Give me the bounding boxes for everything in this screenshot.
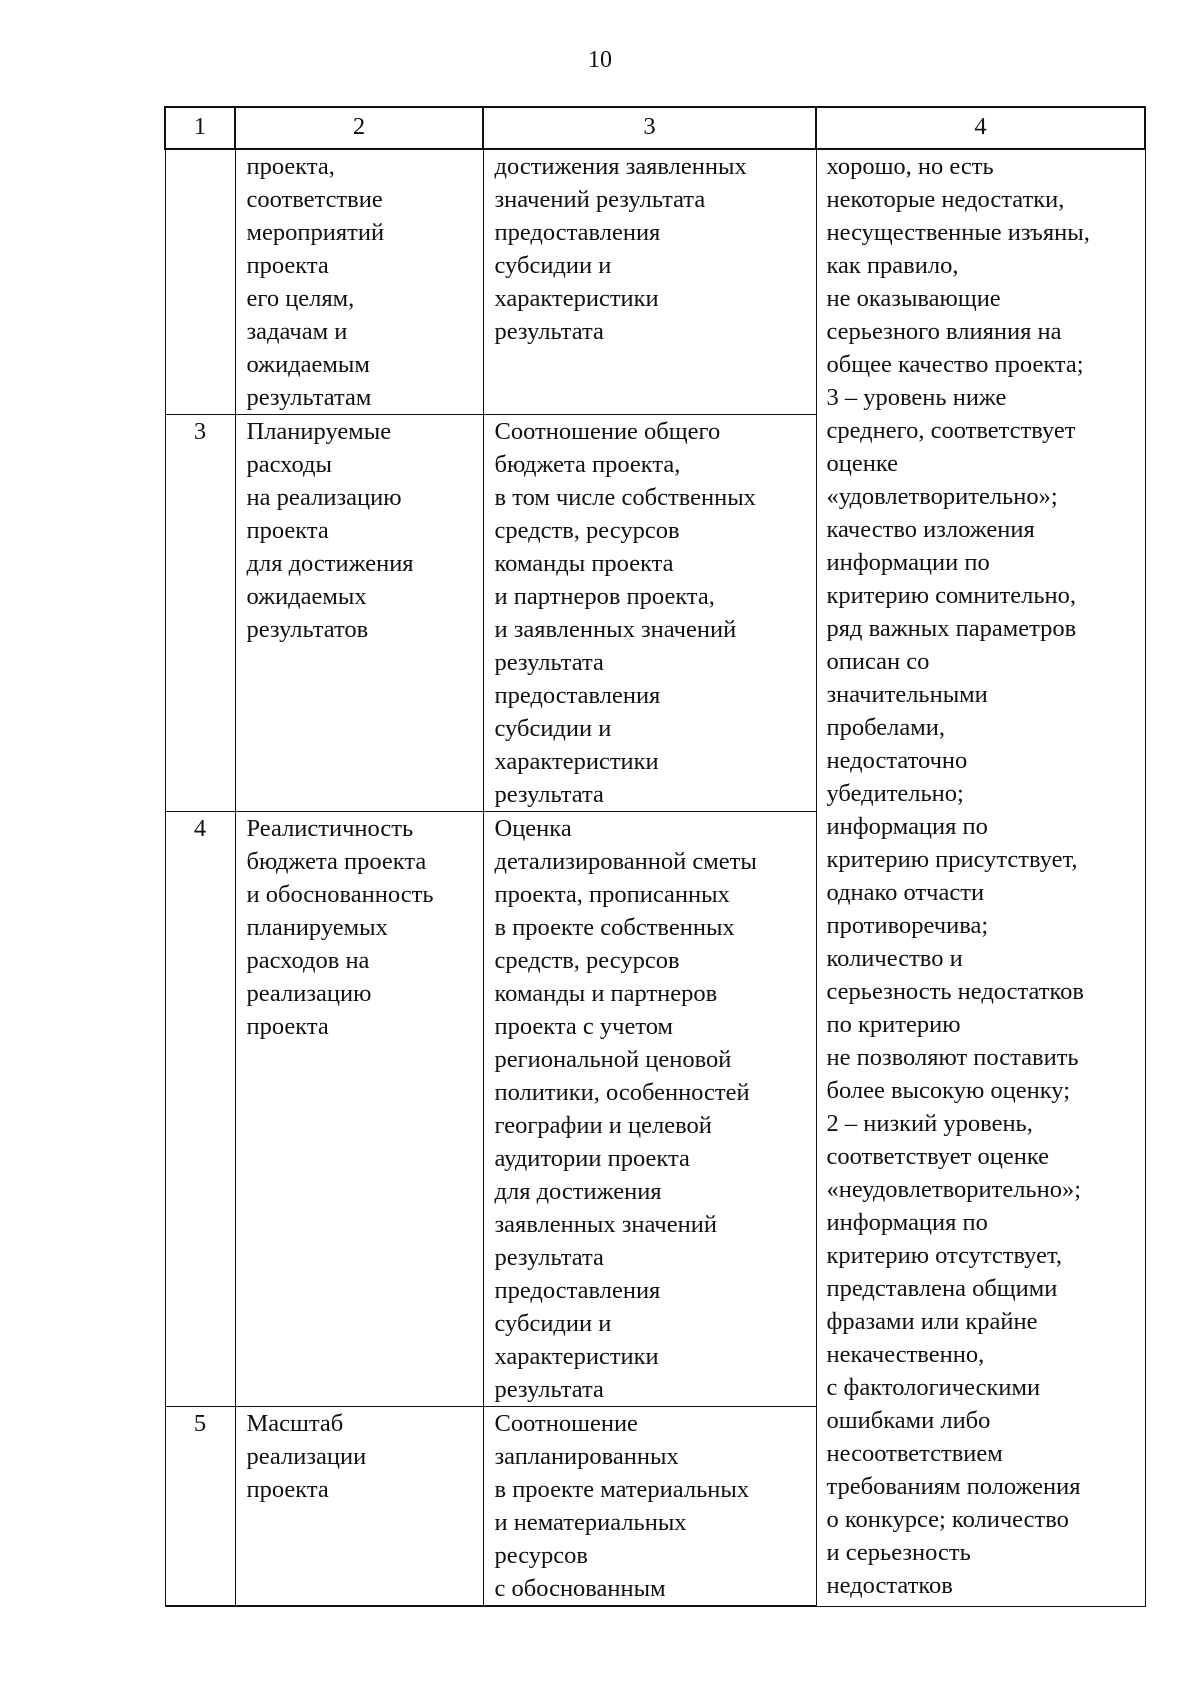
row-number: 5 bbox=[165, 1407, 235, 1607]
header-row bbox=[165, 107, 1145, 149]
header-col-3: 3 bbox=[483, 107, 816, 149]
description-cell: Соотношение общего бюджета проекта, в том числе собственных средств, ресурсов команды проекта и партнеров проекта, и заявленных значений результата предоставления субсидии и характеристики результата bbox=[483, 415, 816, 812]
table-row bbox=[165, 149, 1145, 415]
header-col-4: 4 bbox=[816, 107, 1145, 149]
row-number: 3 bbox=[165, 415, 235, 812]
assessment-cell: хорошо, но есть некоторые недостатки, несущественные изъяны, как правило, не оказывающие серьезного влияния на общее качество проекта; 3 – уровень ниже среднего, соответствует оценке «удовлетворительно»; качество изложения информации по критерию сомнительно, ряд важных параметров описан со значительными пробелами, недостаточно убедительно; информация по критерию присутствует, однако отчасти противоречива; количество и серьезность недостатков по критерию не позволяют поставить более высокую оценку; 2 – низкий уровень, соответствует оценке «неудовлетворительно»; информация по критерию отсутствует, представлена общими фразами или крайне некачественно, с фактологическими ошибками либо несоответствием требованиям положения о конкурсе; количество и серьезность недостатков bbox=[816, 149, 1145, 1606]
table-header bbox=[165, 107, 1145, 149]
header-col-1: 1 bbox=[165, 107, 235, 149]
row-number bbox=[165, 149, 235, 415]
row-number: 4 bbox=[165, 812, 235, 1407]
header-col-2: 2 bbox=[235, 107, 483, 149]
criterion-cell: Масштаб реализации проекта bbox=[235, 1407, 483, 1607]
criterion-cell: проекта, соответствие мероприятий проекта его целям, задачам и ожидаемым результатам bbox=[235, 149, 483, 415]
criteria-table bbox=[164, 106, 1146, 1607]
criterion-cell: Реалистичность бюджета проекта и обоснованность планируемых расходов на реализацию проекта bbox=[235, 812, 483, 1407]
description-cell: достижения заявленных значений результата предоставления субсидии и характеристики результата bbox=[483, 149, 816, 415]
table-body bbox=[165, 149, 1145, 1606]
page-number: 10 bbox=[588, 47, 612, 73]
description-cell: Оценка детализированной сметы проекта, прописанных в проекте собственных средств, ресурсов команды и партнеров проекта с учетом региональной ценовой политики, особенностей географии и целевой аудитории проекта для достижения заявленных значений результата предоставления субсидии и характеристики результата bbox=[483, 812, 816, 1407]
criterion-cell: Планируемые расходы на реализацию проекта для достижения ожидаемых результатов bbox=[235, 415, 483, 812]
description-cell: Соотношение запланированных в проекте материальных и нематериальных ресурсов с обоснованным bbox=[483, 1407, 816, 1607]
